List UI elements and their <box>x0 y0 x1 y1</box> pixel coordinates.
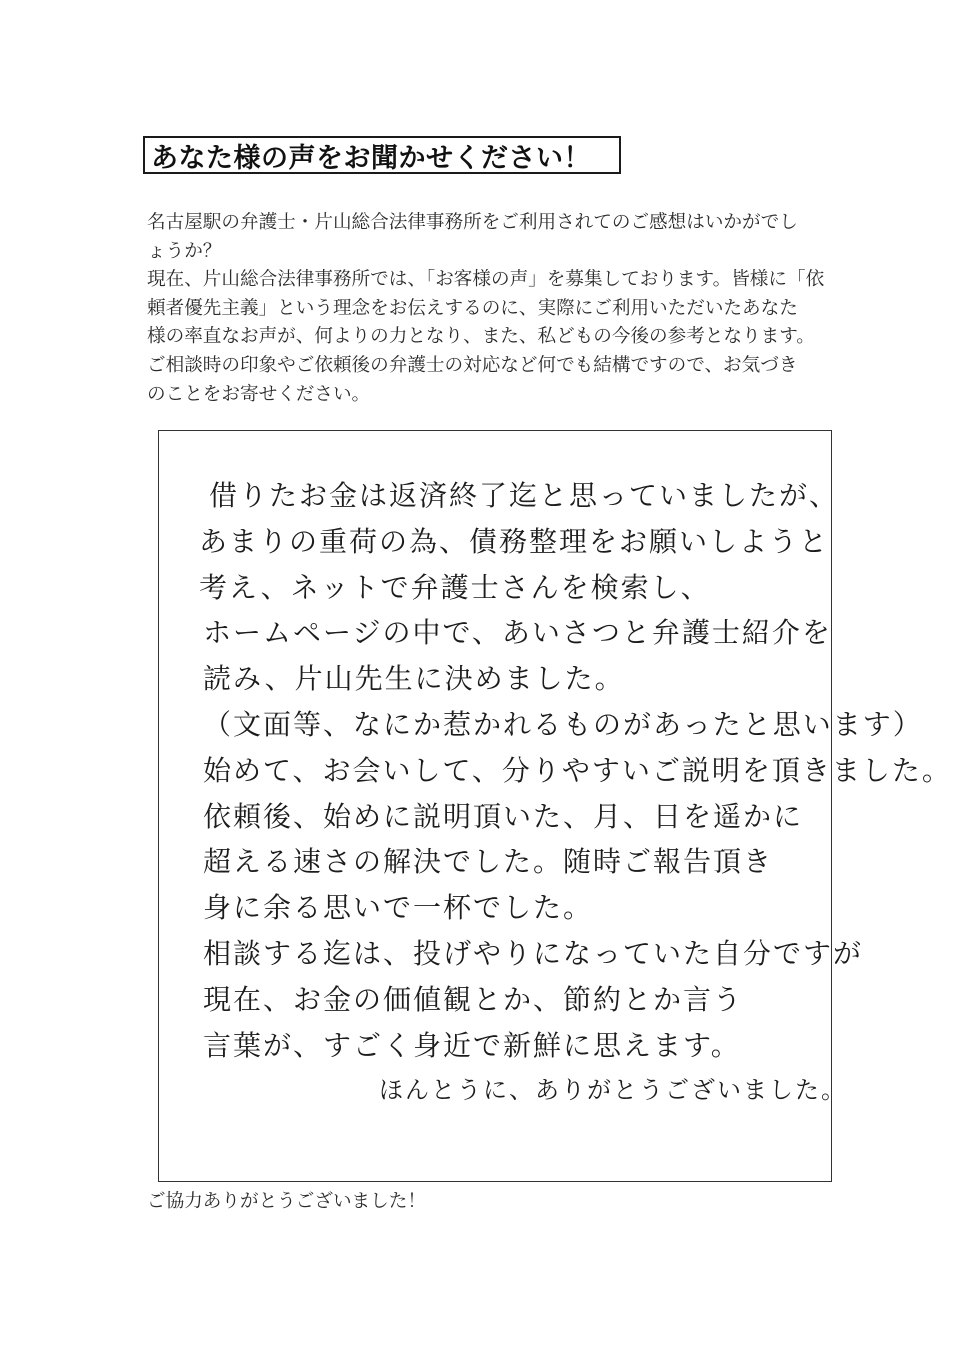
intro-line: ご相談時の印象やご依頼後の弁護士の対応など何でも結構ですので、お気づき <box>147 354 798 376</box>
intro-line: 名古屋駅の弁護士・片山総合法律事務所をご利用されてのご感想はいかがでし <box>147 212 798 233</box>
handwritten-line: あまりの重荷の為、債務整理をお願いしようと <box>199 524 830 558</box>
handwritten-line: 言葉が、すごく身近で新鮮に思えます。 <box>203 1028 741 1062</box>
handwritten-line: 超える速さの解決でした。随時ご報告頂き <box>203 845 774 879</box>
handwritten-line: 借りたお金は返済終了迄と思っていましたが、 <box>209 479 840 512</box>
handwritten-line: 読み、片山先生に決めました。 <box>203 662 625 696</box>
intro-line: のことをお寄せください。 <box>147 383 371 405</box>
handwritten-message <box>199 473 952 1114</box>
handwritten-line: 依頼後、始めに説明頂いた、月、日を遥かに <box>203 799 804 833</box>
thanks-text: ご協力ありがとうございました！ <box>147 1191 426 1212</box>
intro-line: 様の率直なお声が、何よりの力となり、また、私どもの今後の参考となります。 <box>147 326 815 348</box>
intro-line: 頼者優先主義」という理念をお伝えするのに、実際にご利用いただいたあなた <box>147 297 798 319</box>
handwritten-message-box <box>158 430 952 1182</box>
intro-line: 現在、片山総合法律事務所では、「お客様の声」を募集しております。皆様に「依 <box>147 269 825 291</box>
page-title: あなた様の声をお聞かせください！ <box>151 142 591 174</box>
handwritten-line: ほんとうに、ありがとうございました。 <box>379 1076 847 1105</box>
handwritten-line: ホームページの中で、あいさつと弁護士紹介を <box>203 616 832 650</box>
intro-text <box>147 209 867 409</box>
handwritten-line: 現在、お金の価値観とか、節約とか言う <box>203 982 744 1016</box>
intro-line: ょうか？ <box>147 240 222 262</box>
handwritten-line: 始めて、お会いして、分りやすいご説明を頂きました。 <box>203 753 952 787</box>
handwritten-line: 身に余る思いで一杯でした。 <box>203 891 594 925</box>
handwritten-line: （文面等、なにか惹かれるものがあったと思います） <box>203 707 923 741</box>
handwritten-line: 相談する迄は、投げやりになっていた自分ですが <box>203 936 864 970</box>
handwritten-line: 考え、ネットで弁護士さんを検索し、 <box>199 570 711 604</box>
title-box <box>143 136 621 174</box>
